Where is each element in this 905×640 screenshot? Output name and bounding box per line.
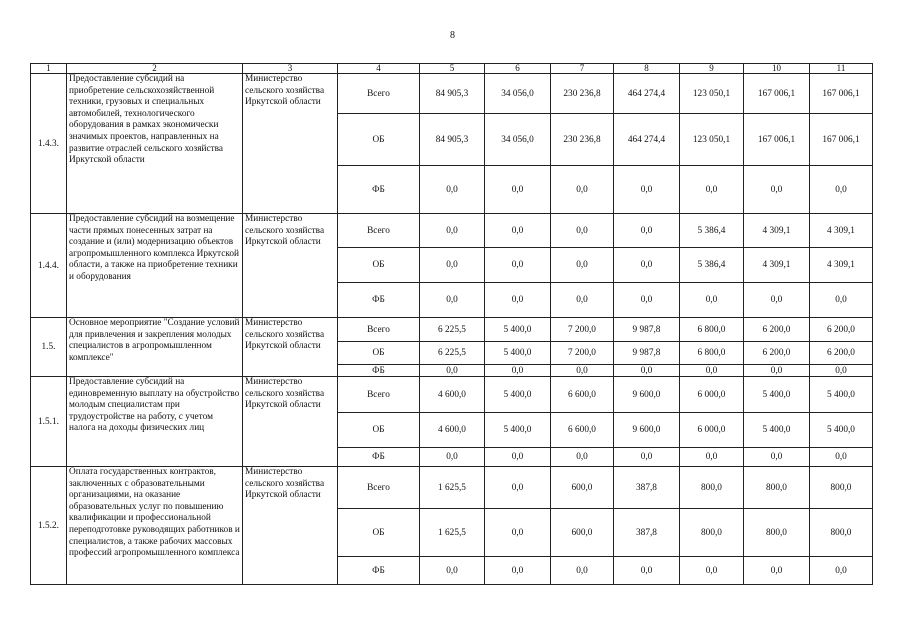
column-header: 9 [680,64,744,74]
value-cell: 6 200,0 [810,342,873,365]
executor: Министерство сельского хозяйства Иркутской области [243,467,338,585]
value-cell: 9 600,0 [614,377,680,413]
measure-name: Оплата государственных контрактов, заключенных с образовательными организациями, на оказание образовательных услуг по повышению квалификации и профессиональной переподготовке руководящих работников и специалистов, а также рабочих массовых профессий агропромышленного комплекса [67,467,243,585]
value-cell: 230 236,8 [551,114,614,166]
funding-source: Всего [338,377,420,413]
value-cell: 7 200,0 [551,342,614,365]
column-header: 1 [31,64,67,74]
value-cell: 0,0 [680,365,744,377]
value-cell: 800,0 [810,509,873,557]
page-number: 8 [450,30,455,41]
value-cell: 800,0 [680,467,744,509]
value-cell: 5 386,4 [680,214,744,248]
funding-source: ОБ [338,248,420,283]
value-cell: 5 400,0 [485,377,551,413]
value-cell: 0,0 [485,248,551,283]
value-cell: 0,0 [551,214,614,248]
value-cell: 0,0 [485,283,551,318]
funding-source: Всего [338,214,420,248]
column-header: 4 [338,64,420,74]
table-row [31,74,873,114]
value-cell: 0,0 [551,448,614,467]
value-cell: 0,0 [614,448,680,467]
value-cell: 34 056,0 [485,114,551,166]
value-cell: 0,0 [420,283,485,318]
value-cell: 387,8 [614,509,680,557]
value-cell: 464 274,4 [614,74,680,114]
value-cell: 167 006,1 [810,114,873,166]
value-cell: 1 625,5 [420,509,485,557]
value-cell: 6 600,0 [551,413,614,448]
budget-table [30,63,873,585]
value-cell: 0,0 [485,448,551,467]
value-cell: 0,0 [810,283,873,318]
value-cell: 0,0 [810,365,873,377]
value-cell: 0,0 [744,283,810,318]
value-cell: 0,0 [744,166,810,214]
value-cell: 0,0 [420,365,485,377]
value-cell: 230 236,8 [551,74,614,114]
value-cell: 4 600,0 [420,377,485,413]
value-cell: 0,0 [420,166,485,214]
value-cell: 6 800,0 [680,342,744,365]
value-cell: 0,0 [680,448,744,467]
value-cell: 34 056,0 [485,74,551,114]
value-cell: 0,0 [420,557,485,585]
funding-source: ОБ [338,114,420,166]
measure-name: Предоставление субсидий на возмещение части прямых понесенных затрат на создание и (или) модернизацию объектов агропромышленного комплекса Иркутской области, а также на приобретение техники и оборудования [67,214,243,318]
value-cell: 9 600,0 [614,413,680,448]
value-cell: 84 905,3 [420,114,485,166]
value-cell: 4 309,1 [744,214,810,248]
value-cell: 4 309,1 [744,248,810,283]
column-header: 10 [744,64,810,74]
funding-source: ОБ [338,342,420,365]
value-cell: 0,0 [485,467,551,509]
value-cell: 167 006,1 [744,114,810,166]
column-header: 3 [243,64,338,74]
value-cell: 5 400,0 [810,377,873,413]
value-cell: 0,0 [551,365,614,377]
value-cell: 5 400,0 [810,413,873,448]
value-cell: 9 987,8 [614,318,680,342]
value-cell: 0,0 [420,448,485,467]
value-cell: 6 600,0 [551,377,614,413]
value-cell: 800,0 [744,467,810,509]
value-cell: 800,0 [680,509,744,557]
value-cell: 0,0 [680,557,744,585]
measure-name: Основное мероприятие "Создание условий для привлечения и закрепления молодых специалистов в агропромышленном комплексе" [67,318,243,377]
value-cell: 5 400,0 [485,342,551,365]
funding-source: ОБ [338,509,420,557]
column-header: 11 [810,64,873,74]
value-cell: 0,0 [744,448,810,467]
executor: Министерство сельского хозяйства Иркутской области [243,377,338,467]
value-cell: 0,0 [551,557,614,585]
value-cell: 6 200,0 [744,342,810,365]
value-cell: 0,0 [551,166,614,214]
value-cell: 4 309,1 [810,248,873,283]
value-cell: 5 400,0 [744,413,810,448]
value-cell: 0,0 [810,166,873,214]
value-cell: 0,0 [485,557,551,585]
table-row [31,377,873,413]
value-cell: 0,0 [680,166,744,214]
funding-source: ФБ [338,283,420,318]
executor: Министерство сельского хозяйства Иркутской области [243,318,338,377]
value-cell: 167 006,1 [744,74,810,114]
funding-source: ОБ [338,413,420,448]
value-cell: 123 050,1 [680,114,744,166]
value-cell: 0,0 [744,557,810,585]
value-cell: 0,0 [485,365,551,377]
value-cell: 5 400,0 [744,377,810,413]
executor: Министерство сельского хозяйства Иркутской области [243,74,338,214]
value-cell: 5 386,4 [680,248,744,283]
funding-source: Всего [338,318,420,342]
value-cell: 6 800,0 [680,318,744,342]
row-code: 1.5. [31,318,67,377]
value-cell: 0,0 [614,248,680,283]
value-cell: 387,8 [614,467,680,509]
value-cell: 0,0 [551,248,614,283]
value-cell: 7 200,0 [551,318,614,342]
funding-source: ФБ [338,166,420,214]
value-cell: 0,0 [614,214,680,248]
row-code: 1.4.4. [31,214,67,318]
value-cell: 600,0 [551,467,614,509]
value-cell: 0,0 [614,166,680,214]
value-cell: 0,0 [744,365,810,377]
table-row [31,467,873,509]
value-cell: 0,0 [420,214,485,248]
value-cell: 0,0 [485,509,551,557]
value-cell: 0,0 [420,248,485,283]
column-header: 5 [420,64,485,74]
value-cell: 9 987,8 [614,342,680,365]
value-cell: 0,0 [485,214,551,248]
value-cell: 5 400,0 [485,413,551,448]
value-cell: 600,0 [551,509,614,557]
value-cell: 0,0 [551,283,614,318]
value-cell: 123 050,1 [680,74,744,114]
measure-name: Предоставление субсидий на приобретение сельскохозяйственной техники, грузовых и специальных автомобилей, технологического оборудования в рамках экономически значимых проектов, направленных на развитие отраслей сельского хозяйства Иркутской области [67,74,243,214]
row-code: 1.5.1. [31,377,67,467]
value-cell: 0,0 [810,448,873,467]
funding-source: ФБ [338,448,420,467]
column-header: 2 [67,64,243,74]
value-cell: 0,0 [680,283,744,318]
value-cell: 0,0 [810,557,873,585]
value-cell: 6 200,0 [810,318,873,342]
value-cell: 4 600,0 [420,413,485,448]
funding-source: Всего [338,74,420,114]
value-cell: 6 225,5 [420,318,485,342]
value-cell: 167 006,1 [810,74,873,114]
measure-name: Предоставление субсидий на единовременную выплату на обустройство молодым специалистам при трудоустройстве на работу, с учетом налога на доходы физических лиц [67,377,243,467]
value-cell: 0,0 [614,283,680,318]
column-header: 7 [551,64,614,74]
row-code: 1.4.3. [31,74,67,214]
value-cell: 0,0 [614,365,680,377]
value-cell: 6 225,5 [420,342,485,365]
value-cell: 0,0 [485,166,551,214]
executor: Министерство сельского хозяйства Иркутской области [243,214,338,318]
header-row [31,64,873,74]
table-row [31,214,873,248]
row-code: 1.5.2. [31,467,67,585]
value-cell: 6 000,0 [680,413,744,448]
value-cell: 4 309,1 [810,214,873,248]
value-cell: 1 625,5 [420,467,485,509]
value-cell: 464 274,4 [614,114,680,166]
value-cell: 6 200,0 [744,318,810,342]
column-header: 8 [614,64,680,74]
funding-source: ФБ [338,365,420,377]
value-cell: 800,0 [744,509,810,557]
table-row [31,318,873,342]
column-header: 6 [485,64,551,74]
value-cell: 84 905,3 [420,74,485,114]
value-cell: 0,0 [614,557,680,585]
table-body [31,64,873,585]
value-cell: 5 400,0 [485,318,551,342]
funding-source: Всего [338,467,420,509]
value-cell: 6 000,0 [680,377,744,413]
funding-source: ФБ [338,557,420,585]
value-cell: 800,0 [810,467,873,509]
